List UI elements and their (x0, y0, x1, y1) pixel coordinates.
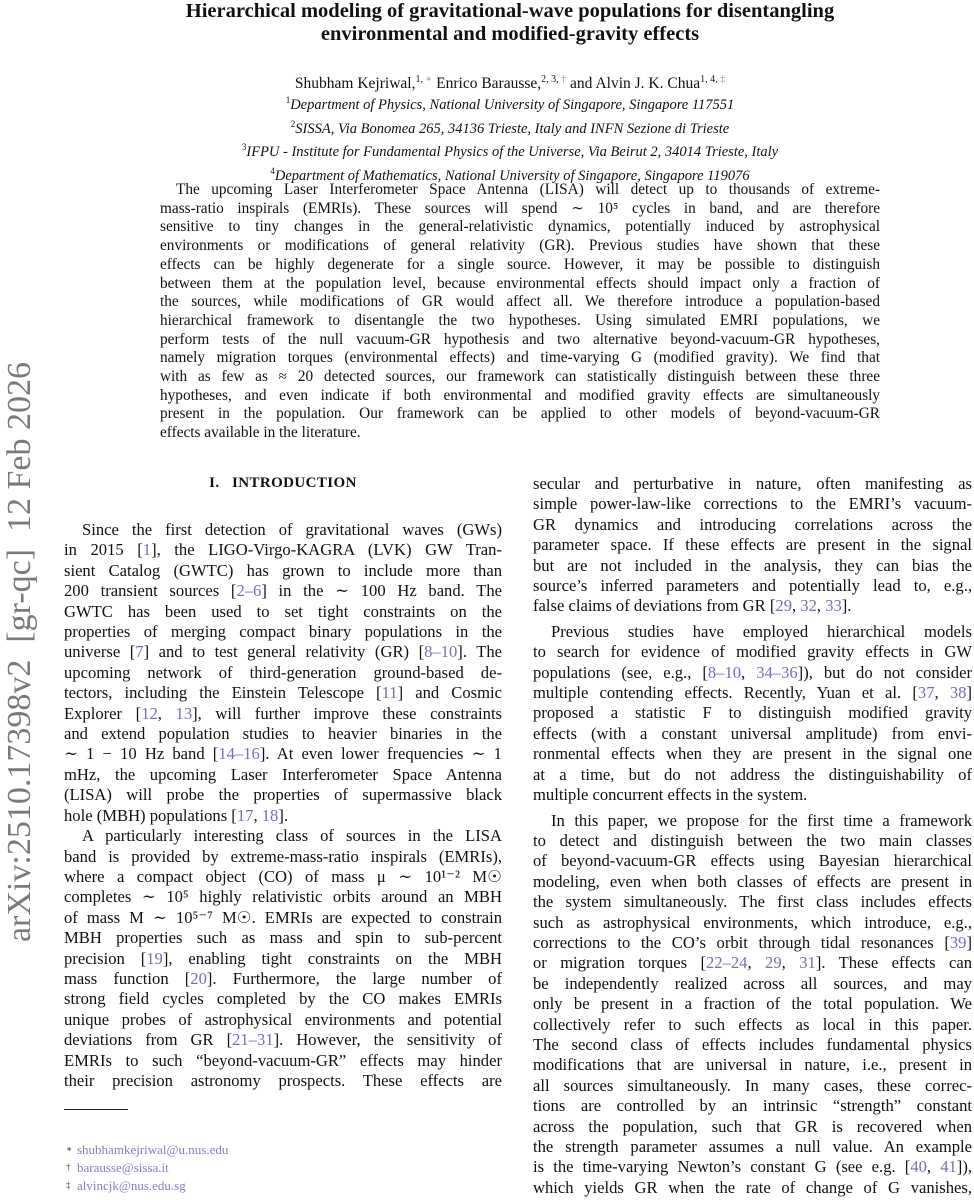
text-line: hole (MBH) populations [17, 18]. (64, 805, 289, 825)
text-line: modifications that are universal in nature, i.e., present in (533, 1055, 972, 1075)
citation-link[interactable]: 2–6 (236, 581, 262, 601)
text-line: modeling, even when both classes of effects are present in (533, 871, 972, 891)
text-line: mass-ratio inspirals (EMRIs). These sources will spend ∼ 10⁵ cycles in band, and are therefore (160, 199, 880, 217)
citation-link[interactable]: 8–10 (424, 642, 458, 662)
citation-link[interactable]: 37 (917, 683, 935, 703)
footnote: ‡ alvincjk@nus.edu.sg (66, 1177, 186, 1193)
text-line: present in the population. Our framework can be applied to other models of beyond-vacuum-GR (160, 405, 880, 423)
text-line: 200 transient sources [2–6] in the ∼ 100 Hz band. The (64, 581, 503, 601)
citation-link[interactable]: 38 (949, 683, 967, 703)
text-line: only be present in a fraction of the total population. We (533, 994, 972, 1014)
paper-title (90, 0, 930, 46)
text-line: but are not included in the analysis, they can bias the (533, 555, 972, 575)
affiliation: $^4$Department of Mathematics, National University of Singapore, Singapore 119076 (270, 165, 750, 184)
text-line: tectors, including the Einstein Telescope [11] and Cosmic (64, 683, 502, 703)
text-line: multiple concurrent effects in the system. (533, 785, 808, 805)
citation-link[interactable]: 7 (135, 642, 144, 662)
affiliation: $^2$SISSA, Via Bonomea 265, 34136 Trieste, Italy and INFN Sezione di Trieste (290, 118, 730, 137)
text-line: mHz, the upcoming Laser Interferometer Space Antenna (64, 764, 502, 784)
footnote-link[interactable]: ∗ (425, 74, 433, 85)
citation-link[interactable]: 13 (175, 703, 193, 723)
email-link[interactable]: alvincjk@nus.edu.sg (77, 1177, 186, 1193)
text-line: with as few as ≈ 20 detected sources, our framework can statistically distinguish between these three (160, 368, 880, 386)
author-name: and Alvin J. K. Chua (570, 75, 701, 93)
text-line: (LISA) will probe the properties of supermassive black (64, 785, 502, 805)
text-line: effects can be highly degenerate for a single source. However, it may be possible to distinguish (160, 255, 880, 273)
text-line: secular and perturbative in nature, often manifesting as (533, 474, 972, 493)
text-line: or migration torques [22–24, 29, 31]. These effects can (533, 953, 973, 973)
text-line: the sources, while modifications of GR would affect all. We therefore introduce a population-based (160, 293, 880, 311)
title-line: environmental and modified-gravity effects (320, 23, 700, 45)
text-line: sient Catalog (GWTC) has grown to include more than (64, 560, 502, 580)
text-line: such as astrophysical environments, which introduce, e.g., (533, 912, 972, 932)
citation-link[interactable]: 41 (940, 1157, 957, 1177)
citation-link[interactable]: 12 (141, 703, 158, 723)
right-column-body (533, 474, 972, 1198)
citation-link[interactable]: 11 (381, 683, 398, 703)
title-line: Hierarchical modeling of gravitational-wave populations for disentangling (185, 0, 835, 22)
author-name: Enrico Barausse, (436, 75, 542, 93)
text-line: the strength parameter assumes a null value. An example (533, 1137, 972, 1156)
arxiv-identifier-stamp: arXiv:2510.17398v2 [gr-qc] 12 Feb 2026 (1, 361, 38, 943)
text-line: hierarchical framework to disentangle the two hypotheses. Using simulated EMRI populations, we (160, 311, 880, 329)
text-line: false claims of deviations from GR [29, 32, 33]. (533, 596, 852, 616)
text-line: corrections to the CO’s orbit through tidal resonances [39] (533, 932, 972, 952)
citation-link[interactable]: 29 (775, 596, 792, 616)
text-line: ∼ 1 − 10 Hz band [14–16]. At even lower frequencies ∼ 1 (64, 744, 502, 764)
affiliations (90, 91, 930, 185)
citation-link[interactable]: 29 (765, 953, 782, 973)
left-column-body (64, 520, 502, 1091)
text-line: across the population, such that GR is recovered when (533, 1116, 972, 1136)
abstract (160, 181, 880, 443)
text-line: source’s inferred parameters and potentially lead to, e.g., (533, 576, 972, 596)
citation-link[interactable]: 31 (799, 953, 816, 973)
text-line: of beyond-vacuum-GR effects using Bayesian hierarchical (533, 851, 972, 871)
text-line: the system simultaneously. The first class includes effects (533, 892, 972, 912)
citation-link[interactable]: 14–16 (218, 744, 260, 764)
text-line: properties of merging compact binary populations in the (64, 622, 502, 642)
text-line: MBH properties such as mass and spin to sub-percent (64, 928, 502, 948)
text-line: is the time-varying Newton’s constant G (see e.g. [40, 41]), (533, 1157, 972, 1177)
text-line: The second class of effects includes fundamental physics (533, 1034, 972, 1054)
text-line: strong field cycles completed by the CO makes EMRIs (64, 989, 502, 1009)
text-line: In this paper, we propose for the first time a framework (551, 810, 972, 830)
text-line: perform tests of the null vacuum-GR hypothesis and two alternative beyond-vacuum-GR hypotheses, (160, 330, 880, 348)
citation-link[interactable]: 8–10 (707, 662, 742, 682)
text-line: to detect and distinguish between the two main classes (533, 830, 972, 850)
text-line: The upcoming Laser Interferometer Space Antenna (LISA) will detect up to thousands of extreme- (176, 181, 880, 198)
footnote: † barausse@sissa.it (66, 1159, 169, 1175)
footnote-link[interactable]: ‡ (720, 74, 726, 85)
citation-link[interactable]: 40 (910, 1157, 927, 1177)
text-line: upcoming network of third-generation ground-based de- (64, 662, 502, 682)
text-line: namely migration torques (environmental effects) and time-varying G (modified gravity). We find that (160, 349, 880, 367)
citation-link[interactable]: 34–36 (756, 662, 798, 682)
text-line: between them at the population level, because environmental effects should impact only a fraction of (160, 274, 880, 292)
email-link[interactable]: shubhamkejriwal@u.nus.edu (77, 1142, 229, 1157)
text-line: multiple contending effects. Recently, Yuan et al. [37, 38] (533, 683, 972, 703)
affiliation-ref: 1, (415, 74, 423, 85)
text-line: unique probes of astrophysical environments and potential (64, 1009, 502, 1029)
text-line: which yields GR when the rate of change of G vanishes, (533, 1177, 972, 1197)
text-line: GWTC has been used to set tight constraints on the (64, 601, 502, 621)
text-line: at a time, but do not address the distinguishability of (533, 764, 972, 784)
citation-link[interactable]: 32 (800, 596, 817, 616)
text-line: all sources simultaneously. In many cases, these correc- (533, 1075, 972, 1095)
text-line: collectively refer to such effects as local in this paper. (533, 1014, 972, 1034)
citation-link[interactable]: 1 (142, 540, 152, 560)
citation-link[interactable]: 39 (949, 932, 967, 952)
text-line: where a compact object (CO) of mass μ ∼ 10¹⁻² M☉ (64, 866, 502, 886)
author-name: Shubham Kejriwal, (294, 75, 416, 93)
text-line: ronmental effects when they are present in the signal one (533, 744, 972, 764)
citation-link[interactable]: 17 (236, 805, 254, 825)
text-line: effects available in the literature. (160, 424, 361, 442)
text-line: tions are controlled by an intrinsic “strength” constant (533, 1096, 972, 1116)
text-line: EMRIs to such “beyond-vacuum-GR” effects may hinder (64, 1050, 502, 1070)
text-line: and extend population studies to heavier binaries in the (64, 724, 502, 744)
text-line: their precision astronomy prospects. These effects are (64, 1070, 502, 1090)
citation-link[interactable]: 21–31 (232, 1030, 274, 1050)
text-line: effects (with a constant universal amplitude) from envi- (533, 723, 972, 743)
text-line: Since the first detection of gravitational waves (GWs) (82, 520, 502, 539)
text-line: hypotheses, and even indicate if both environmental and modified gravity effects are simultaneously (160, 386, 880, 404)
section-heading-introduction: I. INTRODUCTION (209, 475, 357, 491)
text-line: simple power-law-like corrections to the EMRI’s vacuum- (533, 494, 972, 514)
affiliation-ref: 2, 3, (541, 74, 559, 85)
footnote: ∗ shubhamkejriwal@u.nus.edu (66, 1142, 229, 1157)
text-line: Explorer [12, 13], will further improve these constraints (64, 703, 503, 723)
text-line: parameter space. If these effects are present in the signal (533, 535, 972, 555)
citation-link[interactable]: 22–24 (705, 953, 748, 973)
affiliation-ref: 1, 4, (700, 74, 718, 85)
text-line: A particularly interesting class of sources in the LISA (82, 826, 502, 846)
text-line: GR dynamics and introducing correlations across the (533, 514, 972, 534)
text-line: environments or modifications of general relativity (GR). Previous studies have shown that these (160, 237, 880, 255)
footnotes (66, 1141, 228, 1194)
footnote-link[interactable]: † (561, 74, 567, 85)
affiliation: $^1$Department of Physics, National University of Singapore, Singapore 117551 (285, 95, 735, 113)
text-line: proposed a statistic F to distinguish modified gravity (533, 703, 972, 723)
text-line: mass function [20]. Furthermore, the large number of (64, 968, 502, 988)
text-line: populations (see, e.g., [8–10, 34–36]), but do not consider (533, 662, 972, 682)
text-line: universe [7] and to test general relativity (GR) [8–10]. The (64, 642, 502, 662)
citation-link[interactable]: 18 (261, 805, 279, 825)
text-line: band is provided by extreme-mass-ratio inspirals (EMRIs), (64, 846, 502, 866)
citation-link[interactable]: 20 (190, 968, 207, 988)
citation-link[interactable]: 33 (825, 596, 842, 616)
text-line: deviations from GR [21–31]. However, the sensitivity of (64, 1030, 502, 1050)
citation-link[interactable]: 19 (146, 948, 163, 968)
text-line: of mass M ∼ 10⁵⁻⁷ M☉. EMRIs are expected to constrain (64, 907, 502, 927)
email-link[interactable]: barausse@sissa.it (77, 1159, 169, 1175)
text-line: Previous studies have employed hierarchical models (551, 621, 972, 641)
footnote-rule (64, 1109, 128, 1110)
text-line: sensitive to tiny changes in the general-relativistic dynamics, potentially induced by astrophysical (160, 218, 880, 236)
text-line: be independently realized across all sources, and may (533, 973, 972, 993)
text-line: completes ∼ 10⁵ highly relativistic orbits around an MBH (64, 887, 502, 907)
text-line: to search for evidence of modified gravity effects in GW (533, 642, 972, 662)
text-line: precision [19], enabling tight constraints on the MBH (64, 948, 502, 968)
affiliation: $^3$IFPU - Institute for Fundamental Physics of the Universe, Via Beirut 2, 34014 Trieste, Italy (241, 142, 779, 160)
text-line: in 2015 [1], the LIGO-Virgo-KAGRA (LVK) GW Tran- (64, 540, 502, 560)
